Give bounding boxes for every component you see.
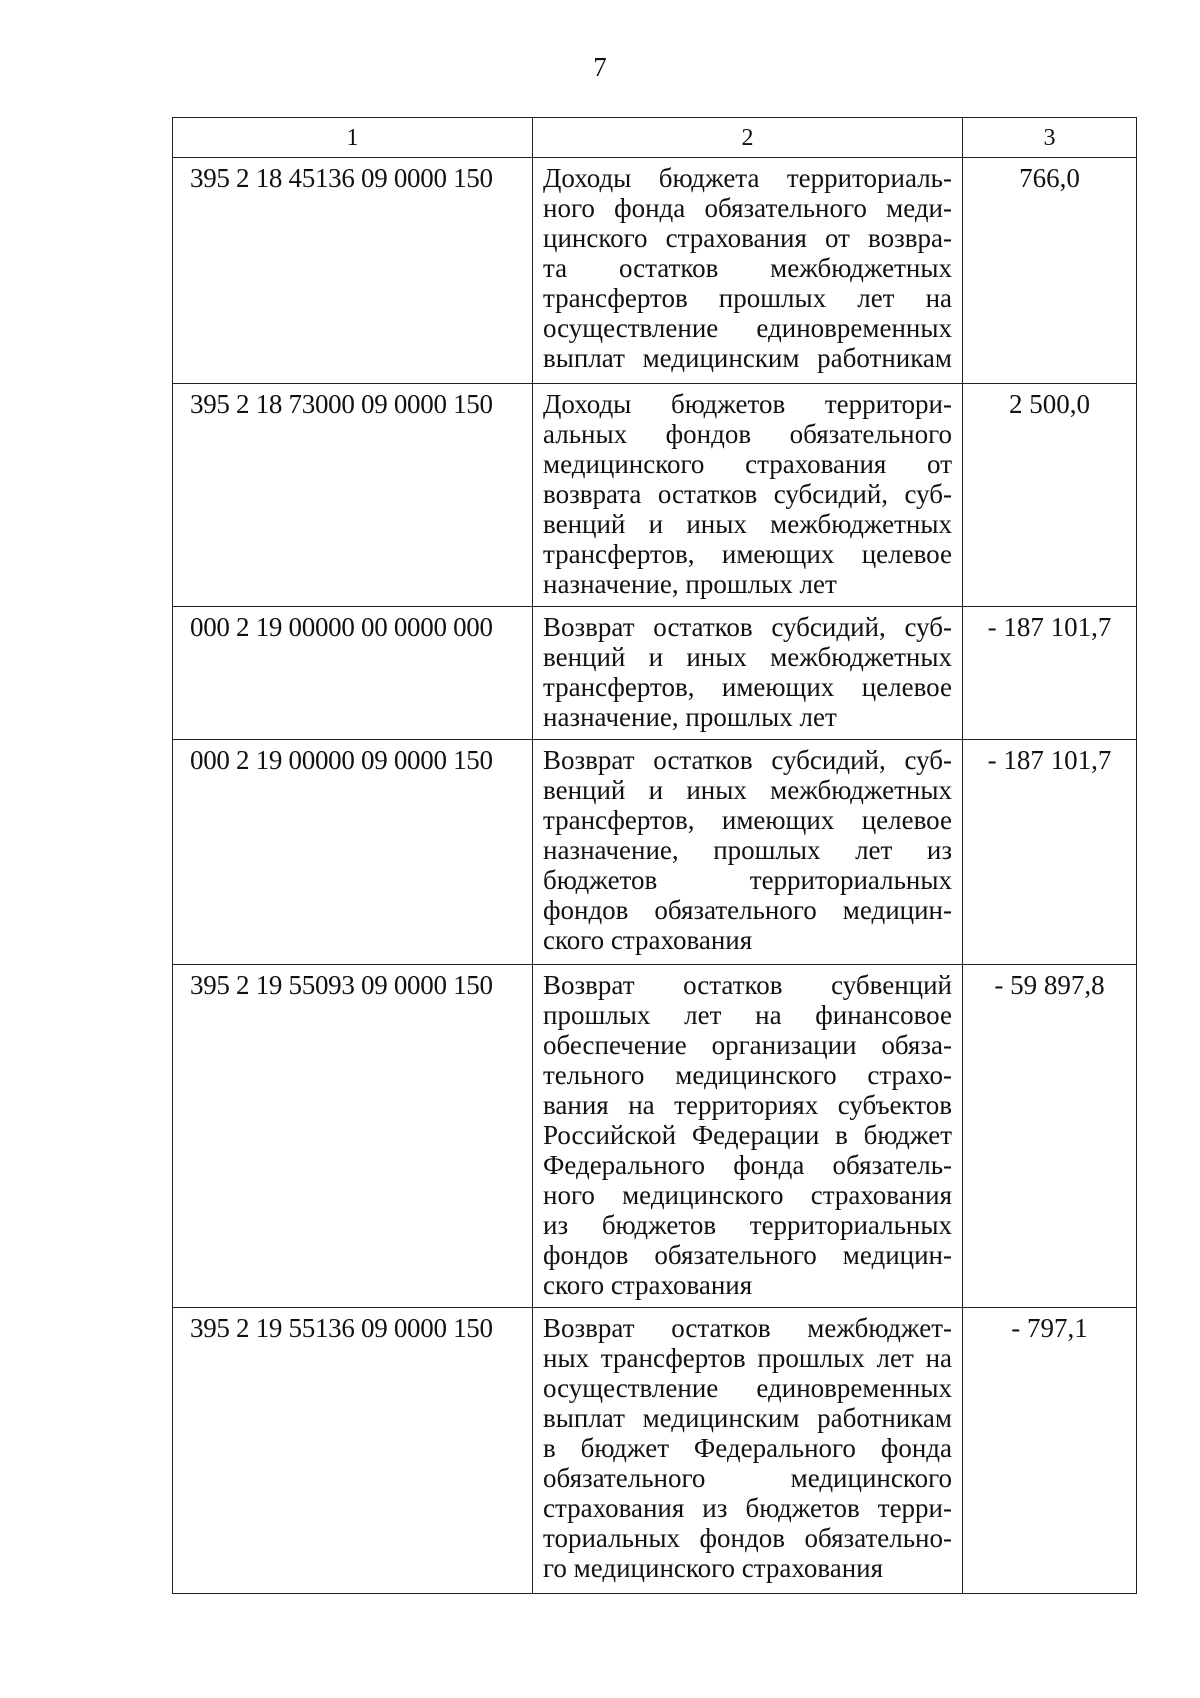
budget-code: 395 2 18 73000 09 0000 150 bbox=[173, 384, 533, 607]
table-row bbox=[173, 965, 1137, 1308]
amount: - 187 101,7 bbox=[963, 740, 1137, 965]
description-line: ского страхования bbox=[543, 925, 753, 955]
description-line: осуществление единовременных bbox=[543, 1373, 952, 1403]
table-row bbox=[173, 607, 1137, 740]
budget-code: 395 2 19 55093 09 0000 150 bbox=[173, 965, 533, 1308]
description-line: трансфертов прошлых лет на bbox=[543, 283, 952, 313]
description-line: Доходы бюджета территориаль- bbox=[543, 163, 952, 193]
description-line: выплат медицинским работникам bbox=[543, 343, 952, 373]
description-line: го медицинского страхования bbox=[543, 1553, 884, 1583]
budget-code: 395 2 19 55136 09 0000 150 bbox=[173, 1308, 533, 1594]
description-line: обеспечение организации обяза- bbox=[543, 1030, 952, 1060]
description bbox=[533, 965, 963, 1308]
description-line: в бюджет Федерального фонда bbox=[543, 1433, 952, 1463]
description-line: назначение, прошлых лет из bbox=[543, 835, 952, 865]
description-line: обязательного медицинского bbox=[543, 1463, 952, 1493]
table-header-row bbox=[173, 118, 1137, 158]
description-line: назначение, прошлых лет bbox=[543, 569, 837, 599]
description-line: та остатков межбюджетных bbox=[543, 253, 952, 283]
description-line: из бюджетов территориальных bbox=[543, 1210, 952, 1240]
description bbox=[533, 607, 963, 740]
description-line: возврата остатков субсидий, суб- bbox=[543, 479, 952, 509]
description-line: ного медицинского страхования bbox=[543, 1180, 952, 1210]
description-line: Российской Федерации в бюджет bbox=[543, 1120, 952, 1150]
description-line: назначение, прошлых лет bbox=[543, 702, 837, 732]
page-number: 7 bbox=[593, 52, 607, 82]
description-line: Возврат остатков субвенций bbox=[543, 970, 952, 1000]
description-line: Федерального фонда обязатель- bbox=[543, 1150, 952, 1180]
description-line: трансфертов, имеющих целевое bbox=[543, 805, 952, 835]
description-line: ториальных фондов обязательно- bbox=[543, 1523, 952, 1553]
description-line: венций и иных межбюджетных bbox=[543, 775, 952, 805]
description-line: осуществление единовременных bbox=[543, 313, 952, 343]
table-row bbox=[173, 384, 1137, 607]
description-line: ного фонда обязательного меди- bbox=[543, 193, 952, 223]
description-line: Возврат остатков межбюджет- bbox=[543, 1313, 952, 1343]
description bbox=[533, 740, 963, 965]
description bbox=[533, 158, 963, 384]
table-row bbox=[173, 158, 1137, 384]
budget-code: 000 2 19 00000 00 0000 000 bbox=[173, 607, 533, 740]
description-line: Доходы бюджетов территори- bbox=[543, 389, 952, 419]
description-line: трансфертов, имеющих целевое bbox=[543, 672, 952, 702]
description-line: венций и иных межбюджетных bbox=[543, 642, 952, 672]
description-line: вания на территориях субъектов bbox=[543, 1090, 952, 1120]
description-line: медицинского страхования от bbox=[543, 449, 952, 479]
description-line: выплат медицинским работникам bbox=[543, 1403, 952, 1433]
description-line: прошлых лет на финансовое bbox=[543, 1000, 952, 1030]
description-line: бюджетов территориальных bbox=[543, 865, 952, 895]
description-line: цинского страхования от возвра- bbox=[543, 223, 952, 253]
description-line: ных трансфертов прошлых лет на bbox=[543, 1343, 952, 1373]
description-line: венций и иных межбюджетных bbox=[543, 509, 952, 539]
description bbox=[533, 1308, 963, 1594]
header-col-1: 1 bbox=[173, 118, 533, 158]
header-col-3: 3 bbox=[963, 118, 1137, 158]
description-line: ского страхования bbox=[543, 1270, 753, 1300]
table-row bbox=[173, 1308, 1137, 1594]
description-line: трансфертов, имеющих целевое bbox=[543, 539, 952, 569]
description-line: страхования из бюджетов терри- bbox=[543, 1493, 952, 1523]
description-line: фондов обязательного медицин- bbox=[543, 895, 952, 925]
budget-table bbox=[172, 117, 1137, 1594]
description-line: Возврат остатков субсидий, суб- bbox=[543, 612, 952, 642]
amount: 766,0 bbox=[963, 158, 1137, 384]
amount: - 59 897,8 bbox=[963, 965, 1137, 1308]
description-line: фондов обязательного медицин- bbox=[543, 1240, 952, 1270]
table-row bbox=[173, 740, 1137, 965]
amount: 2 500,0 bbox=[963, 384, 1137, 607]
description-line: альных фондов обязательного bbox=[543, 419, 952, 449]
budget-code: 395 2 18 45136 09 0000 150 bbox=[173, 158, 533, 384]
budget-code: 000 2 19 00000 09 0000 150 bbox=[173, 740, 533, 965]
header-col-2: 2 bbox=[533, 118, 963, 158]
description-line: Возврат остатков субсидий, суб- bbox=[543, 745, 952, 775]
amount: - 187 101,7 bbox=[963, 607, 1137, 740]
amount: - 797,1 bbox=[963, 1308, 1137, 1594]
description bbox=[533, 384, 963, 607]
description-line: тельного медицинского страхо- bbox=[543, 1060, 952, 1090]
